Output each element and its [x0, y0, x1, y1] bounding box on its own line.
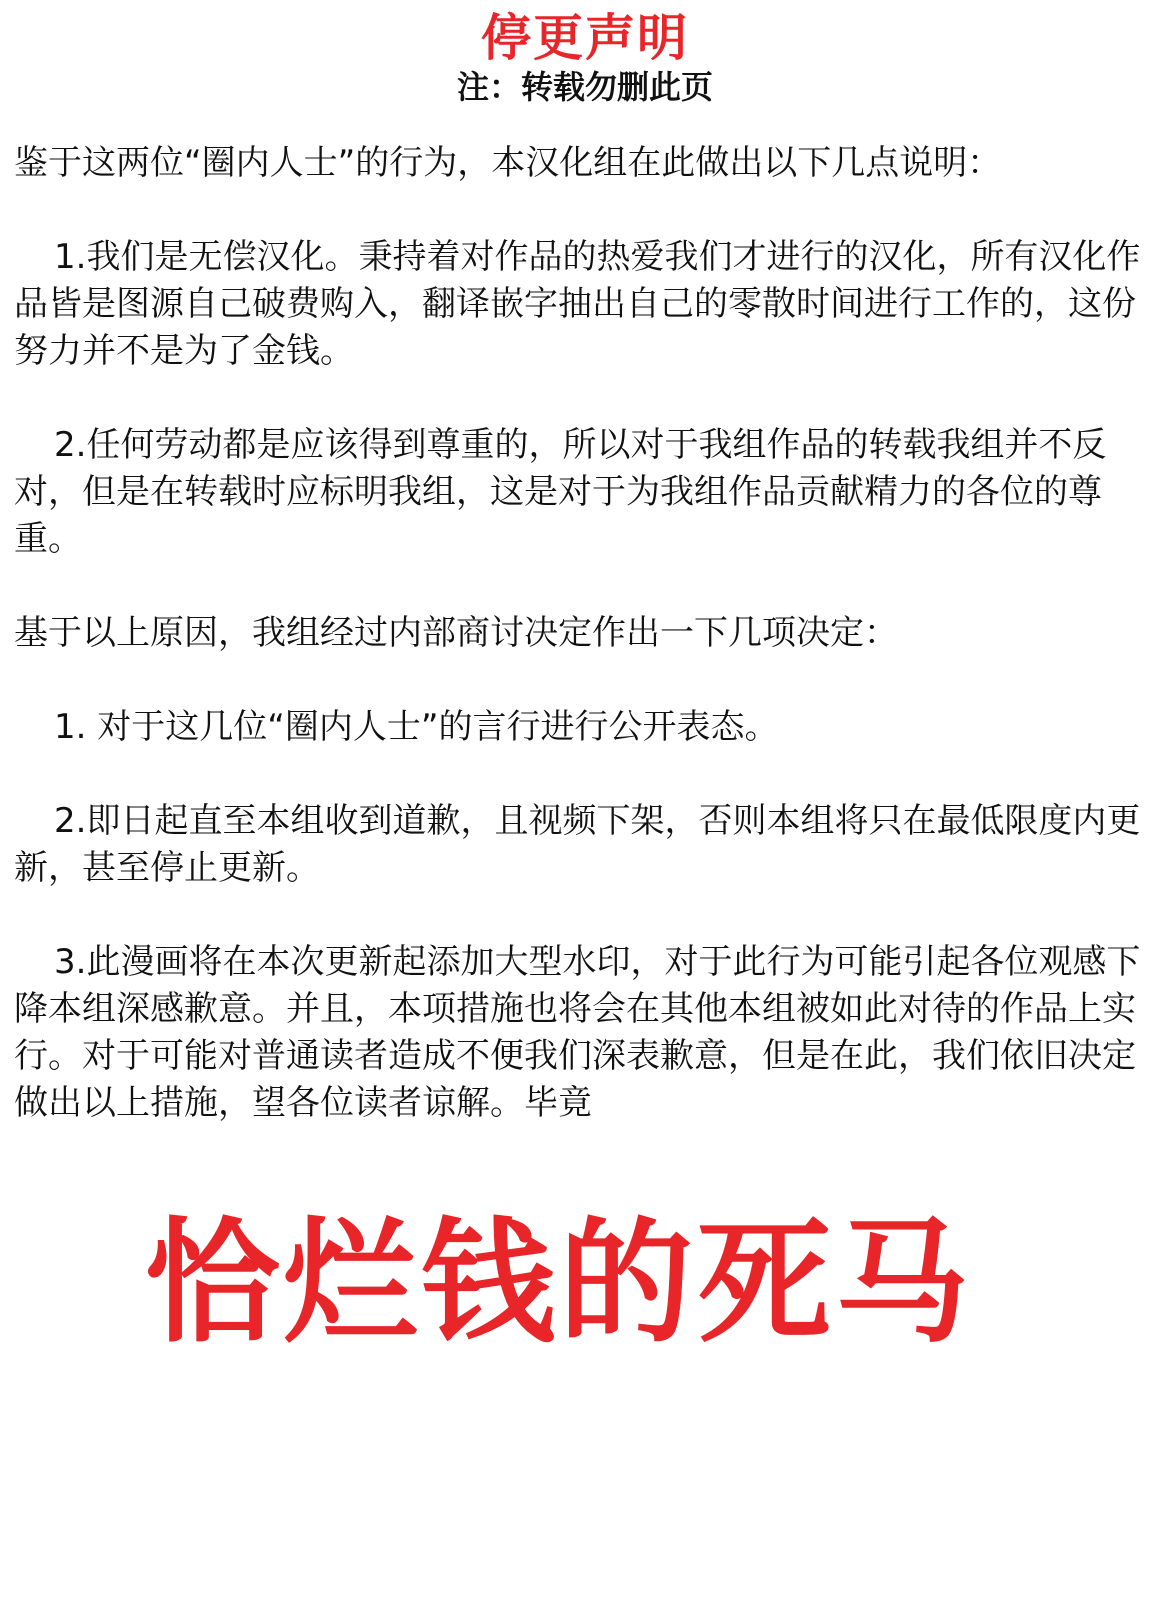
point-2: 2.任何劳动都是应该得到尊重的，所以对于我组作品的转载我组并不反对，但是在转载时应标明我组，这是对于为我组作品贡献精力的各位的尊重。 — [14, 425, 1107, 559]
decision-intro: 基于以上原因，我组经过内部商讨决定作出一下几项决定： — [14, 613, 898, 653]
spacer — [14, 657, 1164, 704]
spacer — [14, 563, 1164, 610]
decision-3: 3.此漫画将在本次更新起添加大型水印，对于此行为可能引起各位观感下降本组深感歉意。并且，本项措施也将会在其他本组被如此对待的作品上实行。对于可能对普通读者造成不便我们深表歉意，但是在此，我们依旧决定做出以上措施，望各位读者谅解。毕竟 — [14, 942, 1141, 1123]
intro-paragraph: 鉴于这两位“圈内人士”的行为，本汉化组在此做出以下几点说明： — [14, 143, 1002, 183]
spacer — [14, 187, 1164, 234]
decision-2: 2.即日起直至本组收到道歉，且视频下架，否则本组将只在最低限度内更新，甚至停止更新。 — [14, 801, 1141, 888]
decision-1: 1. 对于这几位“圈内人士”的言行进行公开表态。 — [54, 707, 779, 747]
statement-body — [14, 140, 1164, 1127]
spacer — [14, 375, 1164, 422]
page-subtitle: 注：转载勿删此页 — [456, 68, 713, 106]
page-title: 停更声明 — [481, 9, 689, 67]
spacer — [14, 751, 1164, 798]
slogan: 恰烂钱的死马 — [145, 1205, 974, 1361]
point-1: 1.我们是无偿汉化。秉持着对作品的热爱我们才进行的汉化，所有汉化作品皆是图源自己破费购入，翻译嵌字抽出自己的零散时间进行工作的，这份努力并不是为了金钱。 — [14, 237, 1141, 371]
spacer — [14, 892, 1164, 939]
